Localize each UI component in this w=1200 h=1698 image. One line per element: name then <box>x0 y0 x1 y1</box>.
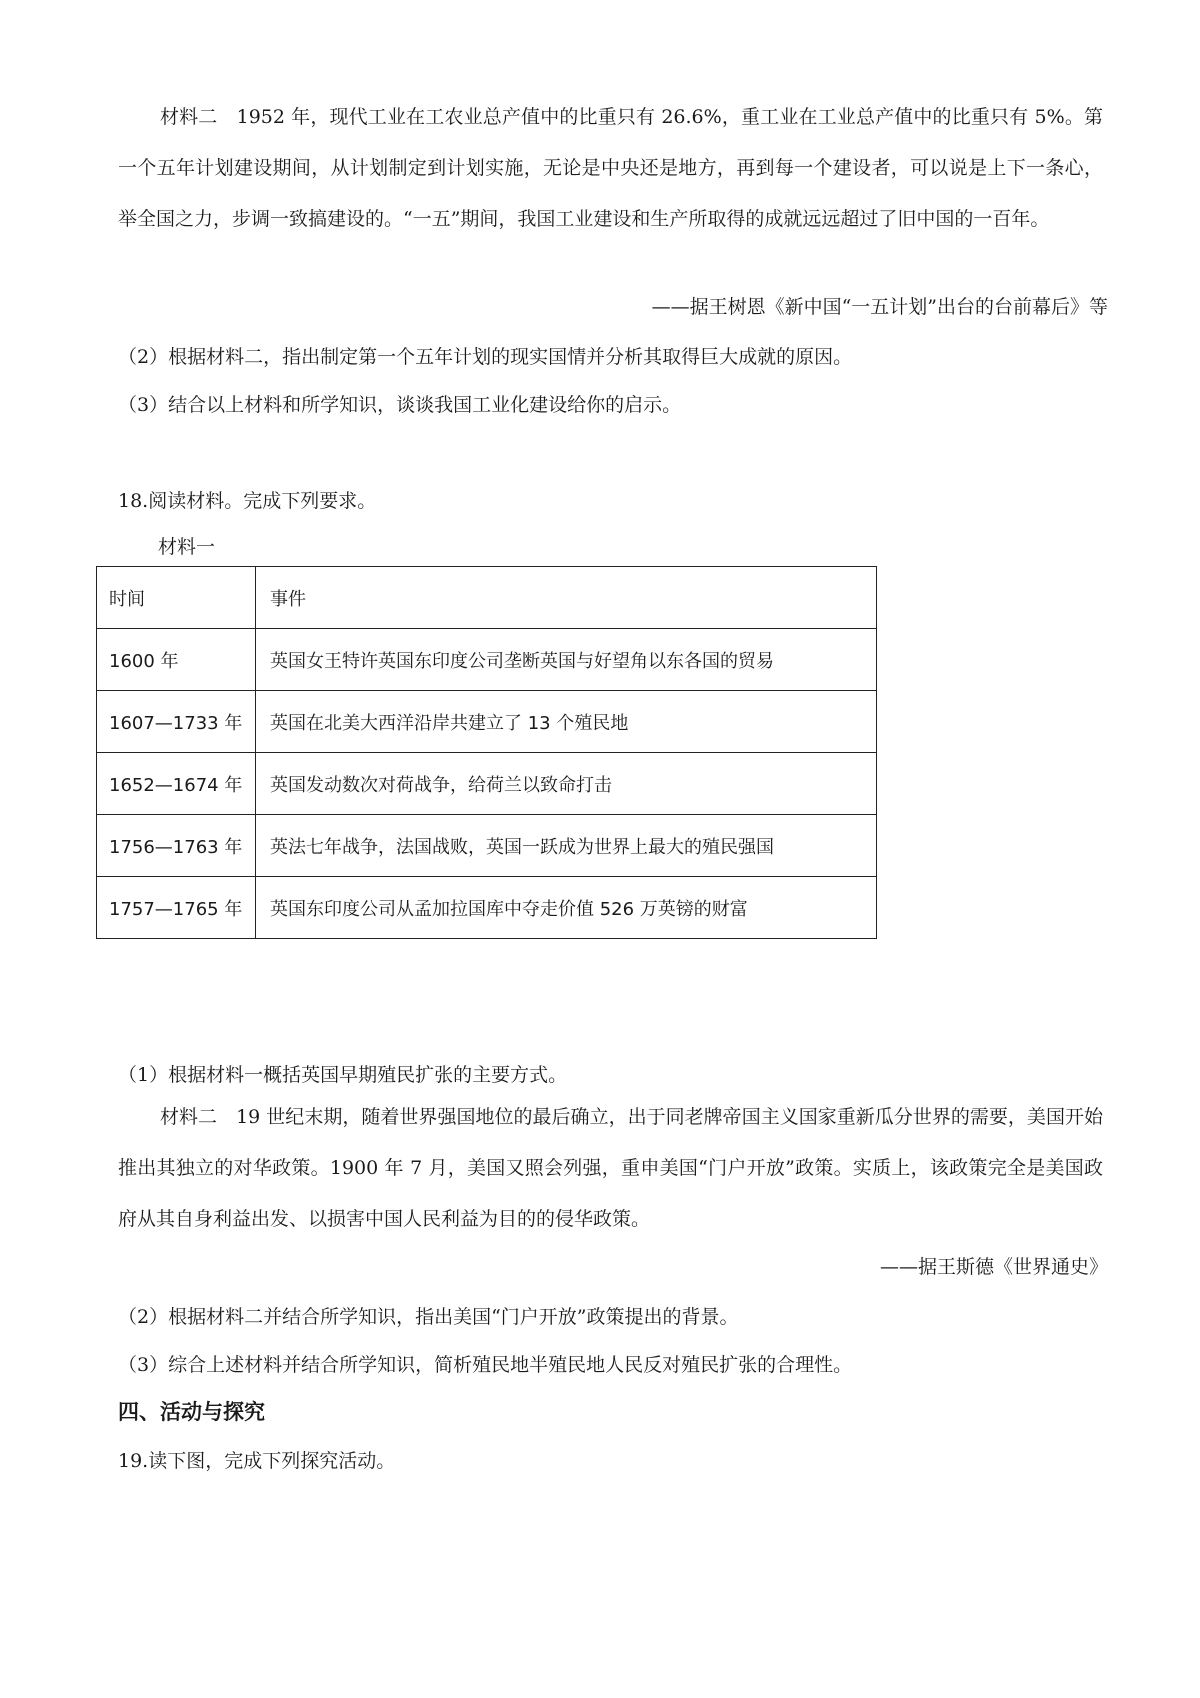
q18-question-2: （2）根据材料二并结合所学知识，指出美国“门户开放”政策提出的背景。 <box>118 1306 739 1328</box>
table-header-event: 事件 <box>256 567 877 629</box>
q17-question-3: （3）结合以上材料和所学知识，谈谈我国工业化建设给你的启示。 <box>118 394 682 416</box>
q18-material2-paragraph: 材料二 19 世纪末期，随着世界强国地位的最后确立，出于同老牌帝国主义国家重新瓜分世界的需要，美国开始推出其独立的对华政策。1900 年 7 月，美国又照会列强，重申美国“门户开放”政策。实质上，该政策完全是美国政府从其自身利益出发、以损害中国人民利益为目的的侵华政策。 <box>118 1106 1103 1230</box>
table-header-time: 时间 <box>97 567 256 629</box>
table-cell-time: 1600 年 <box>97 629 256 691</box>
table-cell-time: 1607—1733 年 <box>97 691 256 753</box>
events-table <box>96 566 877 939</box>
table-row <box>97 753 877 815</box>
table-cell-time: 1756—1763 年 <box>97 815 256 877</box>
q19-title: 19.读下图，完成下列探究活动。 <box>118 1450 396 1472</box>
table-cell-event: 英国在北美大西洋沿岸共建立了 13 个殖民地 <box>256 691 877 753</box>
section-heading: 四、活动与探究 <box>118 1400 265 1424</box>
table-row <box>97 629 877 691</box>
table-cell-event: 英国发动数次对荷战争，给荷兰以致命打击 <box>256 753 877 815</box>
table-cell-time: 1757—1765 年 <box>97 877 256 939</box>
table-cell-event: 英法七年战争，法国战败，英国一跃成为世界上最大的殖民强国 <box>256 815 877 877</box>
table-row <box>97 691 877 753</box>
table-row <box>97 877 877 939</box>
q18-question-1: （1）根据材料一概括英国早期殖民扩张的主要方式。 <box>118 1064 568 1086</box>
table-cell-time: 1652—1674 年 <box>97 753 256 815</box>
q17-question-2: （2）根据材料二，指出制定第一个五年计划的现实国情并分析其取得巨大成就的原因。 <box>118 346 853 368</box>
table-cell-event: 英国女王特许英国东印度公司垄断英国与好望角以东各国的贸易 <box>256 629 877 691</box>
table-cell-event: 英国东印度公司从孟加拉国库中夺走价值 526 万英镑的财富 <box>256 877 877 939</box>
q18-title: 18.阅读材料。完成下列要求。 <box>118 490 377 512</box>
q18-question-3: （3）综合上述材料并结合所学知识，简析殖民地半殖民地人民反对殖民扩张的合理性。 <box>118 1354 853 1376</box>
table-row <box>97 815 877 877</box>
q18-material1-label: 材料一 <box>158 536 216 558</box>
q17-material2-paragraph: 材料二 1952 年，现代工业在工农业总产值中的比重只有 26.6%，重工业在工业总产值中的比重只有 5%。第一个五年计划建设期间，从计划制定到计划实施，无论是中央还是地方，再到每一个建设者，可以说是上下一条心，举全国之力，步调一致搞建设的。“一五”期间，我国工业建设和生产所取得的成就远远超过了旧中国的一百年。 <box>118 106 1103 230</box>
q17-material2-source: ——据王树恩《新中国“一五计划”出台的台前幕后》等 <box>651 296 1108 318</box>
table-header-row <box>97 567 877 629</box>
q18-material2-source: ——据王斯德《世界通史》 <box>879 1256 1108 1278</box>
